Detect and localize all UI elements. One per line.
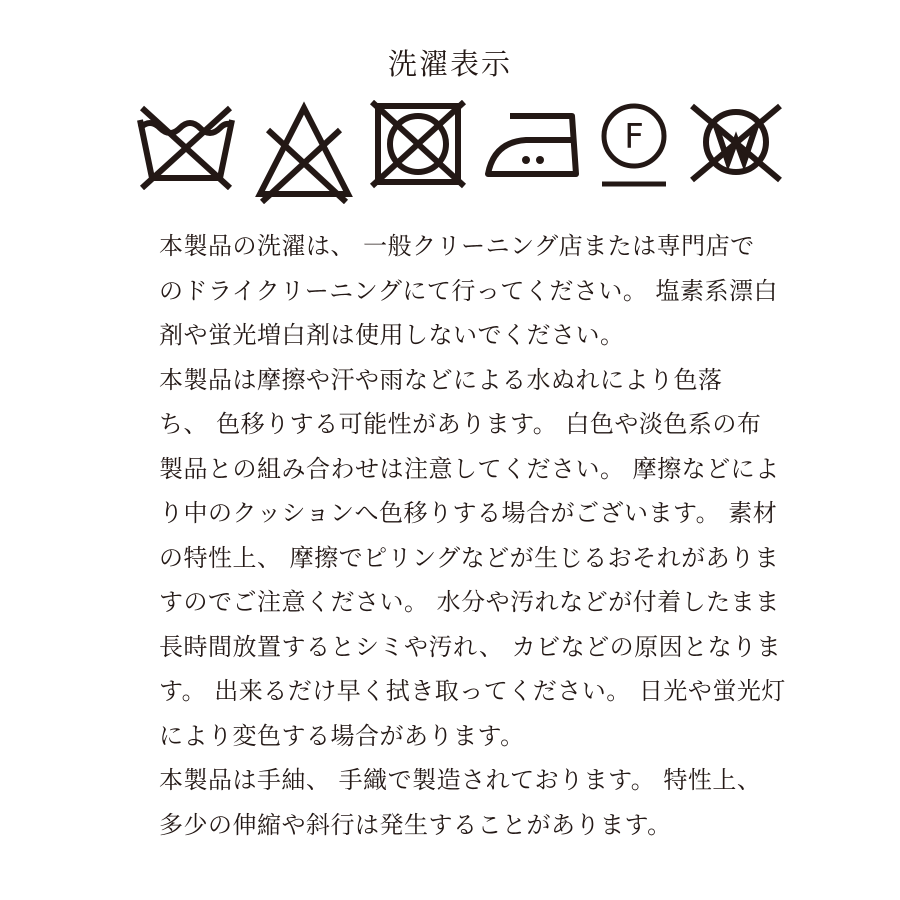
iron-medium-heat-icon (482, 100, 582, 180)
instruction-line: により変色する場合があります。 (159, 721, 525, 750)
care-instructions (159, 224, 786, 847)
no-washing-icon (134, 100, 238, 190)
dry-clean-letter: F (624, 117, 644, 157)
instruction-line: 本製品は摩擦や汗や雨などによる水ぬれにより色落 (159, 365, 723, 394)
instruction-line: の特性上、 摩擦でピリングなどが生じるおそれがありま (159, 543, 780, 572)
instruction-line: 長時間放置するとシミや汚れ、 カビなどの原因となりま (159, 632, 782, 661)
instruction-line: ち、 色移りする可能性があります。 白色や淡色系の布 (159, 410, 762, 438)
instruction-line: 本製品は手紬、 手織で製造されております。 特性上、 (159, 766, 762, 794)
instruction-line: 剤や蛍光増白剤は使用しないでください。 (159, 321, 625, 349)
instruction-line: すのでご注意ください。 水分や汚れなどが付着したまま (159, 588, 780, 616)
no-tumble-dry-icon (368, 100, 468, 190)
instruction-line: 本製品の洗濯は、 一般クリーニング店または専門店で (159, 232, 755, 260)
instruction-line: す。 出来るだけ早く拭き取ってください。 日光や蛍光灯 (159, 677, 786, 705)
dry-clean-petroleum-icon (596, 100, 672, 190)
instruction-line: 多少の伸縮や斜行は発生することがあります。 (159, 810, 672, 839)
page-title: 洗濯表示 (387, 47, 512, 81)
instruction-line: 製品との組み合わせは注意してください。 摩擦などによ (159, 454, 780, 483)
instruction-line: のドライクリーニングにて行ってください。 塩素系漂白 (159, 276, 778, 305)
no-bleach-icon (254, 100, 354, 204)
no-wet-clean-icon (686, 100, 786, 184)
care-symbols (130, 100, 790, 210)
instruction-line: り中のクッションへ色移りする場合がございます。 素材 (159, 499, 778, 527)
